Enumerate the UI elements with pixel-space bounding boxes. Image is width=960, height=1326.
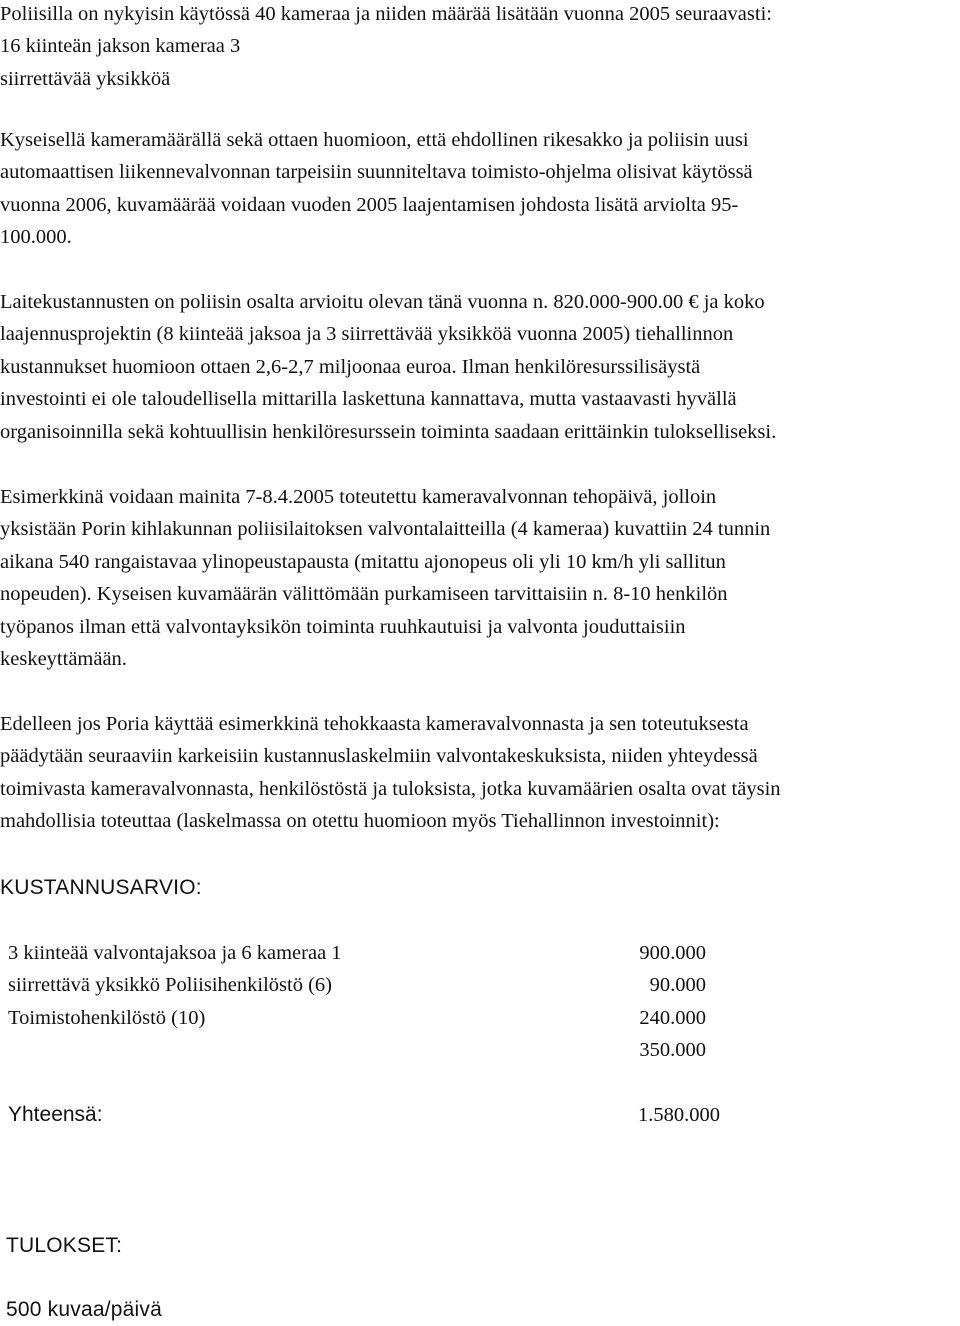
text-line: Esimerkkinä voidaan mainita 7-8.4.2005 toteutettu kameravalvonnan tehopäivä, jolloin <box>0 486 717 508</box>
cost-row <box>8 1003 788 1033</box>
total-label: Yhteensä: <box>8 1103 103 1126</box>
cost-row <box>8 1035 788 1065</box>
text-line: Edelleen jos Poria käyttää esimerkkinä tehokkaasta kameravalvonnasta ja sen toteutuksesta <box>0 713 749 735</box>
cost-row-label: siirrettävä yksikkö Poliisihenkilöstö (6) <box>8 974 332 996</box>
cost-row-amount: 900.000 <box>639 942 706 964</box>
text-line: 100.000. <box>0 226 72 249</box>
text-line: investointi ei ole taloudellisella mittarilla laskettuna kannattava, mutta vastaavasti hyvällä <box>0 388 737 411</box>
paragraph-image-volume <box>0 124 958 254</box>
text-line: kustannukset huomioon ottaen 2,6-2,7 miljoonaa euroa. Ilman henkilöresurssilisäystä <box>0 355 701 378</box>
paragraph-example-day <box>0 481 958 675</box>
paragraph-equipment-costs <box>0 286 958 448</box>
results-value: 500 kuvaa/päivä <box>6 1298 162 1321</box>
cost-row-amount: 350.000 <box>639 1039 706 1061</box>
text-line: Kyseisellä kameramäärällä sekä ottaen huomioon, että ehdollinen rikesakko ja poliisin uusi <box>0 129 749 151</box>
text-line: laajennusprojektin (8 kiinteää jaksoa ja 3 siirrettävää yksikköä vuonna 2005) tiehallinnon <box>0 323 734 346</box>
text-line: päädytään seuraaviin karkeisiin kustannuslaskelmiin valvontakeskuksista, niiden yhteydessä <box>0 745 758 768</box>
paragraph-camera-count <box>0 0 958 95</box>
text-line: nopeuden). Kyseisen kuvamäärän välittömään purkamiseen tarvittaisiin n. 8-10 henkilön <box>0 583 728 606</box>
text-line: vuonna 2006, kuvamäärää voidaan vuoden 2005 laajentamisen johdosta lisätä arviolta 95- <box>0 193 739 216</box>
text-line: Poliisilla on nykyisin käytössä 40 kameraa ja niiden määrää lisätään vuonna 2005 seuraavasti: <box>0 3 772 25</box>
text-line: toimivasta kameravalvonnasta, henkilöstöstä ja tuloksista, jotka kuvamäärien osalta ovat täysin <box>0 777 781 800</box>
text-line: työpanos ilman että valvontayksikön toiminta ruuhkautuisi ja valvonta jouduttaisiin <box>0 615 686 638</box>
cost-row-label: Toimistohenkilöstö (10) <box>8 1007 206 1029</box>
total-amount: 1.580.000 <box>638 1104 720 1126</box>
cost-estimate-heading: KUSTANNUSARVIO: <box>0 876 202 899</box>
text-line: Laitekustannusten on poliisin osalta arvioitu olevan tänä vuonna n. 820.000-900.00 € ja koko <box>0 291 765 313</box>
cost-row-label: 3 kiinteää valvontajaksoa ja 6 kameraa 1 <box>8 942 342 964</box>
results-heading: TULOKSET: <box>6 1234 123 1257</box>
cost-row-amount: 240.000 <box>639 1007 706 1029</box>
paragraph-pori-example <box>0 708 958 838</box>
text-line: automaattisen liikennevalvonnan tarpeisiin suunniteltava toimisto-ohjelma olisivat käytössä <box>0 161 753 184</box>
text-line: mahdollisia toteuttaa (laskelmassa on otettu huomioon myös Tiehallinnon investoinnit): <box>0 810 720 833</box>
total-row <box>8 1100 788 1130</box>
text-line: 16 kiinteän jakson kameraa 3 <box>0 35 241 58</box>
text-line: organisoinnilla sekä kohtuullisin henkilöresurssein toiminta saadaan erittäinkin tulokselliseksi. <box>0 420 777 443</box>
text-line: siirrettävää yksikköä <box>0 67 171 90</box>
cost-row-amount: 90.000 <box>649 974 706 996</box>
cost-row <box>8 970 788 1000</box>
text-line: keskeyttämään. <box>0 648 127 671</box>
text-line: yksistään Porin kihlakunnan poliisilaitoksen valvontalaitteilla (4 kameraa) kuvattiin 24 tunnin <box>0 518 771 541</box>
text-line: aikana 540 rangaistavaa ylinopeustapausta (mitattu ajonopeus oli yli 10 km/h yli sallitun <box>0 550 726 573</box>
cost-row <box>8 938 788 968</box>
